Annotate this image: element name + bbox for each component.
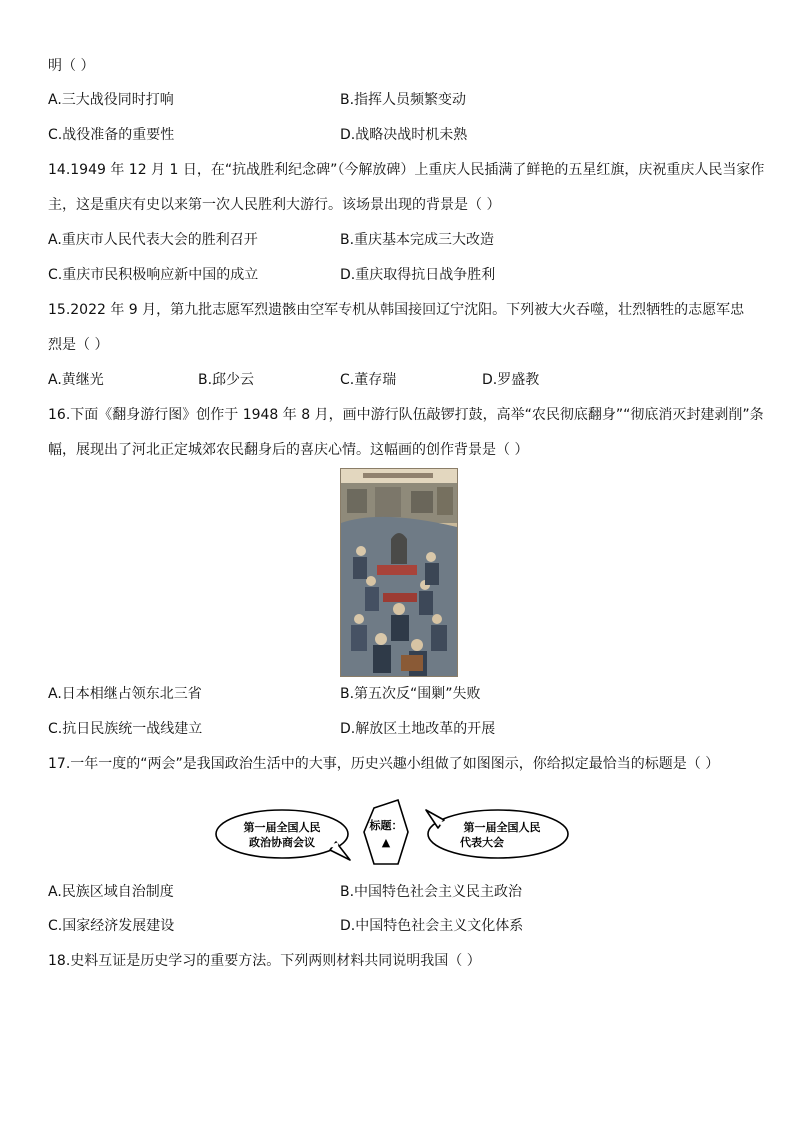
q14-option-a: A.重庆市人民代表大会的胜利召开	[48, 232, 258, 248]
q14-option-c: C.重庆市民积极响应新中国的成立	[48, 267, 259, 283]
q17-option-d: D.中国特色社会主义文化体系	[340, 918, 524, 934]
left-speech-bubble	[216, 810, 350, 860]
q14-stem-line2: 主，这是重庆有史以来第一次人民胜利大游行。该场景出现的背景是（ ）	[48, 197, 501, 213]
q13-stem-tail: 明（ ）	[48, 58, 95, 74]
q15-option-c: C.董存瑞	[340, 372, 397, 388]
q13-option-b: B.指挥人员频繁变动	[340, 92, 467, 108]
q14-option-d: D.重庆取得抗日战争胜利	[340, 267, 496, 283]
q17-option-b: B.中国特色社会主义民主政治	[340, 884, 523, 900]
q16-option-a: A.日本相继占领东北三省	[48, 686, 202, 702]
q17-stem: 17.一年一度的“两会”是我国政治生活中的大事，历史兴趣小组做了如图图示，你给拟定最恰当的标题是（ ）	[48, 756, 720, 772]
q13-option-a: A.三大战役同时打响	[48, 92, 174, 108]
q17-option-a: A.民族区域自治制度	[48, 884, 174, 900]
center-mark: ▲	[381, 836, 391, 849]
center-title: 标题：	[369, 819, 403, 832]
parade-painting-image	[340, 468, 458, 677]
two-sessions-diagram	[212, 798, 572, 868]
q13-option-d: D.战略决战时机未熟	[340, 127, 468, 143]
q15-stem-line1: 15.2022 年 9 月，第九批志愿军烈遗骸由空军专机从韩国接回辽宁沈阳。下列被大火吞噬，壮烈牺牲的志愿军忠	[48, 302, 745, 318]
q17-option-c: C.国家经济发展建设	[48, 918, 175, 934]
right-bubble-line1: 第一届全国人民	[463, 821, 541, 834]
q14-stem-line1: 14.1949 年 12 月 1 日，在“抗战胜利纪念碑”（今解放碑）上重庆人民插满了鲜艳的五星红旗，庆祝重庆人民当家作	[48, 162, 765, 178]
center-hexagon	[364, 800, 408, 864]
q16-stem-line1: 16.下面《翻身游行图》创作于 1948 年 8 月，画中游行队伍敲锣打鼓，高举“农民彻底翻身”“彻底消灭封建剥削”条	[48, 407, 764, 423]
q16-option-c: C.抗日民族统一战线建立	[48, 721, 203, 737]
q16-option-b: B.第五次反“围剿”失败	[340, 686, 481, 702]
q16-stem-line2: 幅，展现出了河北正定城郊农民翻身后的喜庆心情。这幅画的创作背景是（ ）	[48, 442, 529, 458]
q15-option-b: B.邱少云	[198, 372, 255, 388]
q15-option-d: D.罗盛教	[482, 372, 540, 388]
q18-stem: 18.史料互证是历史学习的重要方法。下列两则材料共同说明我国（ ）	[48, 953, 481, 969]
q15-stem-line2: 烈是（ ）	[48, 337, 109, 353]
q16-option-d: D.解放区土地改革的开展	[340, 721, 496, 737]
q14-option-b: B.重庆基本完成三大改造	[340, 232, 495, 248]
q15-option-a: A.黄继光	[48, 372, 104, 388]
left-bubble-line2: 政治协商会议	[249, 836, 315, 849]
right-speech-bubble	[426, 810, 568, 858]
right-bubble-line2: 代表大会	[460, 836, 504, 849]
left-bubble-line1: 第一届全国人民	[243, 821, 321, 834]
q13-option-c: C.战役准备的重要性	[48, 127, 175, 143]
